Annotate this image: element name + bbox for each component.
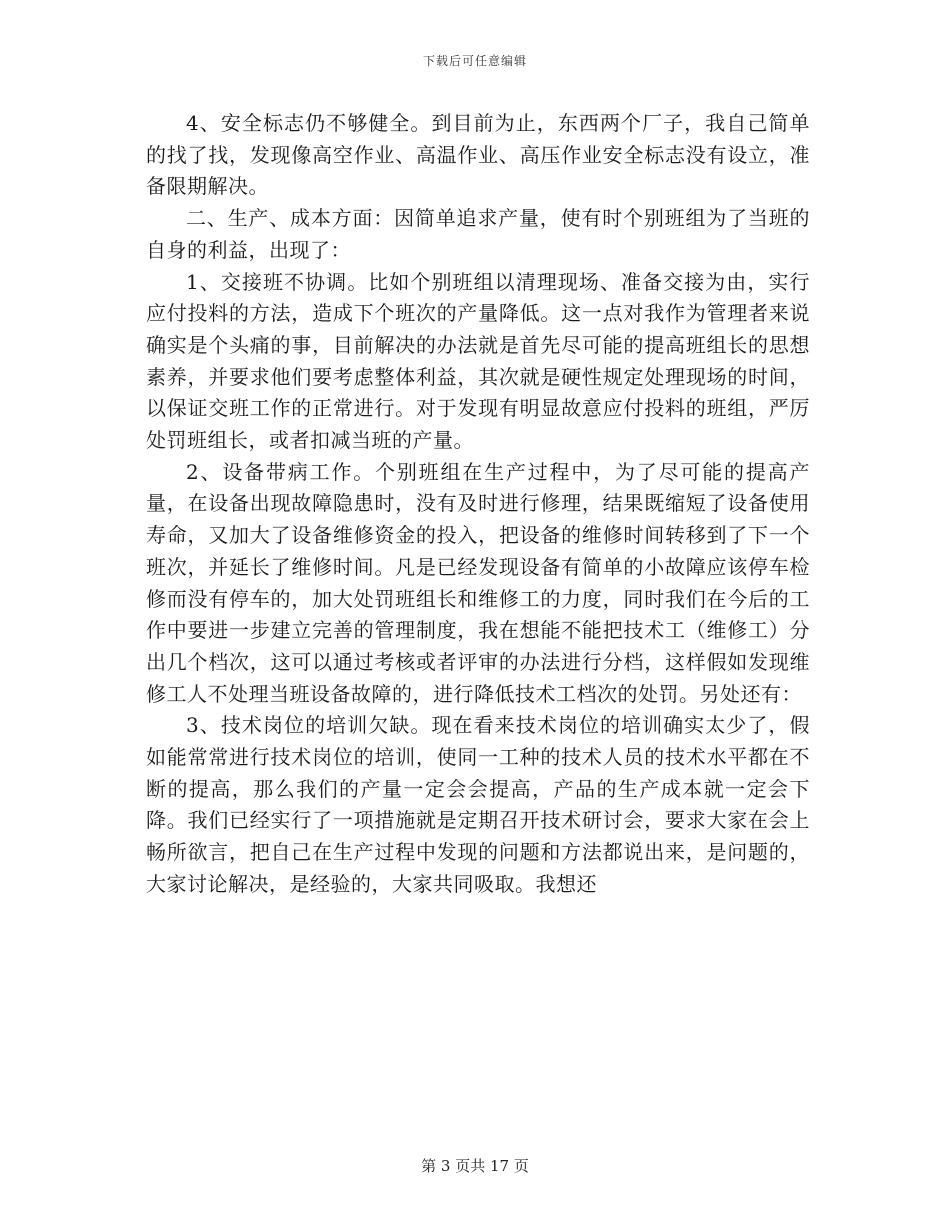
- paragraph-safety-signs: 4、安全标志仍不够健全。到目前为止，东西两个厂子，我自己简单的找了找，发现像高空作业、高温作业、高压作业安全标志没有设立，准备限期解决。: [146, 111, 810, 199]
- paragraph-technical-training: 3、技术岗位的培训欠缺。现在看来技术岗位的培训确实太少了，假如能常常进行技术岗位的培训，使同一工种的技术人员的技术水平都在不断的提高，那么我们的产量一定会会提高，产品的生产成本就一定会下降。我们已经实行了一项措施就是定期召开技术研讨会，要求大家在会上畅所欲言，把自己在生产过程中发现的问题和方法都说出来，是问题的，大家讨论解决，是经验的，大家共同吸取。我想还: [146, 713, 810, 896]
- paragraph-shift-handover: 1、交接班不协调。比如个别班组以清理现场、准备交接为由，实行应付投料的方法，造成下个班次的产量降低。这一点对我作为管理者来说确实是个头痛的事，目前解决的办法就是首先尽可能的提高班组长的思想素养，并要求他们要考虑整体利益，其次就是硬性规定处理现场的时间，以保证交班工作的正常进行。对于发现有明显故意应付投料的班组，严厉处罚班组长，或者扣减当班的产量。: [146, 269, 810, 453]
- page-number: 第 3 页共 17 页: [421, 1157, 529, 1175]
- document-body: [146, 108, 810, 901]
- page-header: 下载后可任意编辑: [422, 54, 527, 68]
- paragraph-production-cost: 二、生产、成本方面：因简单追求产量，使有时个别班组为了当班的自身的利益，出现了：: [146, 206, 810, 262]
- paragraph-equipment-faults: 2、设备带病工作。个别班组在生产过程中，为了尽可能的提高产量，在设备出现故障隐患时，没有及时进行修理，结果既缩短了设备使用寿命，又加大了设备维修资金的投入，把设备的维修时间转移到了下一个班次，并延长了维修时间。凡是已经发现设备有简单的小故障应该停车检修而没有停车的，加大处罚班组长和维修工的力度，同时我们在今后的工作中要进一步建立完善的管理制度，我在想能不能把技术工（维修工）分出几个档次，这可以通过考核或者评审的办法进行分档，这样假如发现维修工人不处理当班设备故障的，进行降低技术工档次的处罚。另处还有：: [146, 459, 810, 706]
